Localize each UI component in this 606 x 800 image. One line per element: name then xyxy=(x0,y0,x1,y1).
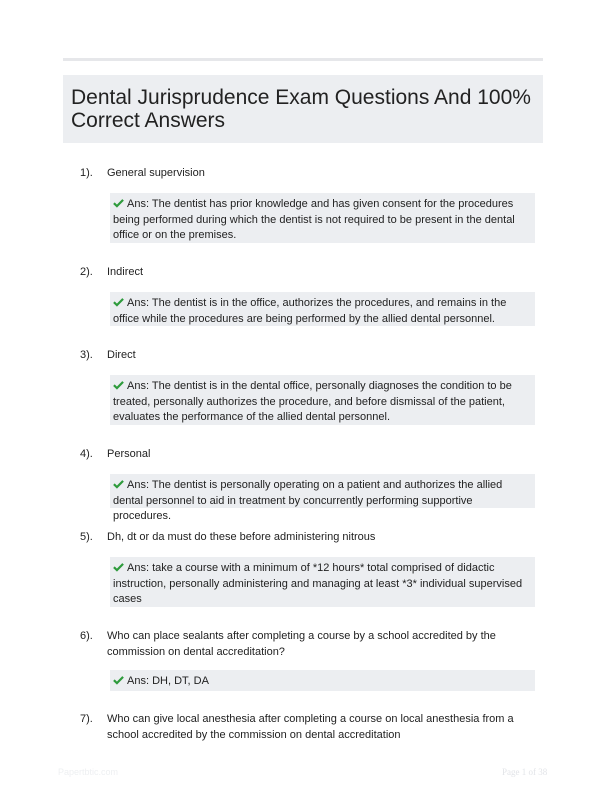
answer-box xyxy=(110,193,535,243)
answer-box xyxy=(110,292,535,326)
top-divider xyxy=(63,58,543,61)
page-number: Page 1 of 38 xyxy=(502,767,548,777)
question-text: General supervision xyxy=(107,167,205,179)
page-title: Dental Jurisprudence Exam Questions And 100% Correct Answers xyxy=(71,86,531,132)
answer-box xyxy=(110,670,535,691)
answer-text: Ans: The dentist is in the office, authorizes the procedures, and remains in the office while the procedures are being performed by the allied dental personnel. xyxy=(113,297,507,325)
title-banner xyxy=(63,75,543,143)
checkmark-icon xyxy=(113,562,124,572)
checkmark-icon xyxy=(113,380,124,390)
answer-text: Ans: DH, DT, DA xyxy=(127,675,209,687)
answer-text: Ans: The dentist is in the dental office, personally diagnoses the condition to be treated, personally authorizes the procedure, and before dismissal of the patient, evaluates the performance of the allied dental personnel. xyxy=(113,380,512,423)
question-number: 4). xyxy=(80,448,93,460)
question-number: 7). xyxy=(80,713,93,725)
question-text: Who can place sealants after completing a course by a school accredited by the commission on dental accreditation? xyxy=(107,630,496,658)
question-number: 2). xyxy=(80,266,93,278)
question-number: 1). xyxy=(80,167,93,179)
checkmark-icon xyxy=(113,198,124,208)
answer-text: Ans: The dentist has prior knowledge and has given consent for the procedures being performed during which the dentist is not required to be present in the dental office or on the premises. xyxy=(113,198,515,241)
question-text: Direct xyxy=(107,349,136,361)
answer-box xyxy=(110,557,535,607)
question-number: 6). xyxy=(80,630,93,642)
answer-box xyxy=(110,375,535,425)
question-number: 3). xyxy=(80,349,93,361)
question-text: Who can give local anesthesia after completing a course on local anesthesia from a school accredited by the commission on dental accreditation xyxy=(107,713,514,741)
question-text: Dh, dt or da must do these before administering nitrous xyxy=(107,531,376,543)
checkmark-icon xyxy=(113,297,124,307)
answer-text: Ans: take a course with a minimum of *12 hours* total comprised of didactic instruction, personally administering and managing at least *3* individual supervised cases xyxy=(113,562,523,605)
question-number: 5). xyxy=(80,531,93,543)
footer-site-watermark: Papertbtic.com xyxy=(58,767,119,777)
checkmark-icon xyxy=(113,479,124,489)
answer-text: Ans: The dentist is personally operating on a patient and authorizes the allied dental personnel to aid in treatment by concurrently performing supportive procedures. xyxy=(113,479,503,522)
question-text: Personal xyxy=(107,448,151,460)
answer-box xyxy=(110,474,535,522)
question-text: Indirect xyxy=(107,266,144,278)
checkmark-icon xyxy=(113,675,124,685)
